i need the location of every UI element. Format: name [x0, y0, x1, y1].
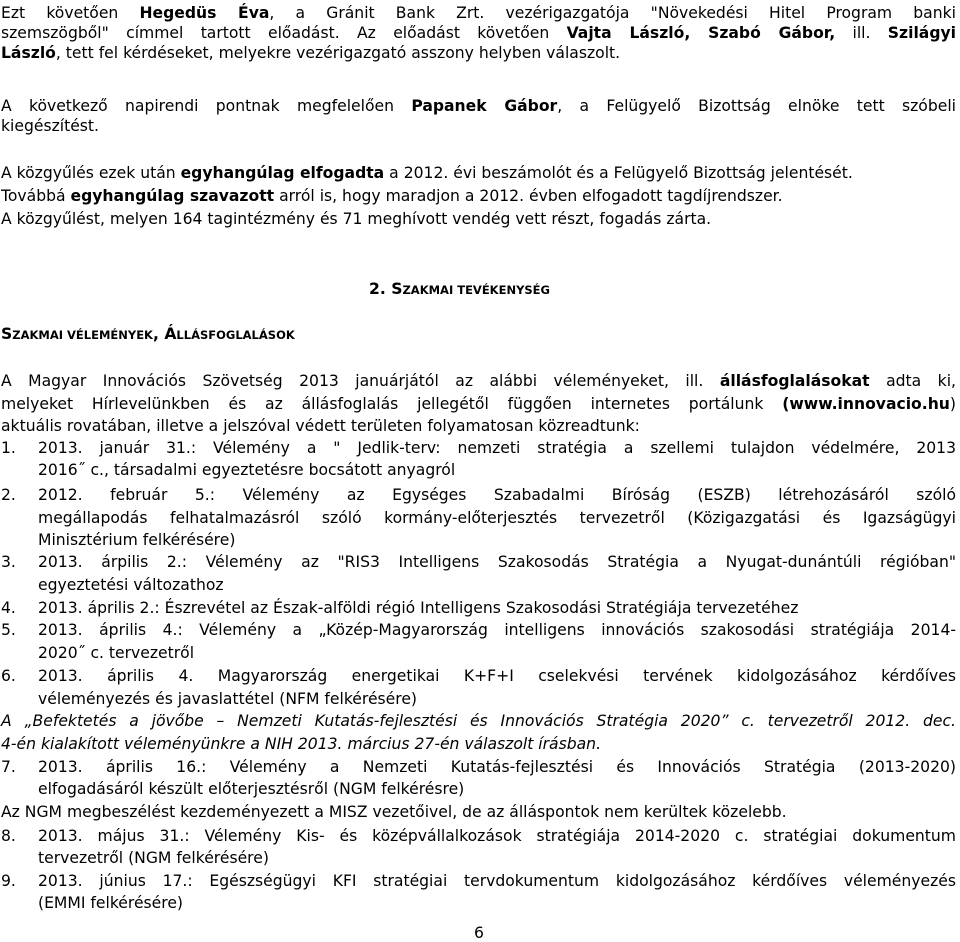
intro-line-5: kiegészítést.	[1, 117, 99, 135]
list-number: 9.	[1, 872, 16, 890]
para-line-2	[1, 394, 956, 414]
list-item-8-cont: tervezetről (NGM felkérésére)	[38, 849, 269, 867]
text-run: szemszögből" címmel tartott előadást. Az előadást követően	[1, 24, 567, 42]
person-name: László	[1, 44, 56, 62]
list-item-9-cont: (EMMI felkérésére)	[38, 894, 184, 912]
list-item-2-cont: Minisztérium felkérésére)	[38, 531, 236, 549]
text-run: A Magyar Innovációs Szövetség 2013 januárjától az alábbi véleményeket, ill.	[1, 372, 720, 390]
emphasis: egyhangúlag szavazott	[70, 187, 275, 205]
list-item-3	[1, 552, 956, 572]
ngm-note: Az NGM megbeszélést kezdeményezett a MISZ vezetőivel, de az álláspontok nem kerültek közelebb.	[1, 803, 787, 821]
heading-separator: ,	[152, 325, 165, 343]
italic-note-line-1: A „Befektetés a jövőbe – Nemzeti Kutatás-fejlesztési és Innovációs Stratégia 2020” c. tervezetről 2012. dec.	[1, 712, 956, 730]
list-item-5	[1, 620, 956, 640]
list-text: 2013. június 17.: Egészségügyi KFI stratégiai tervdokumentum kidolgozásához kérdőíves véleményezés	[38, 872, 956, 890]
list-text: 2013. április 2.: Észrevétel az Észak-alföldi régió Intelligens Szakosodási Stratégiája tervezetéhez	[38, 599, 799, 617]
intro-line-1	[1, 3, 956, 23]
para-line-1	[1, 371, 956, 391]
text-run: , a Gránit Bank Zrt. vezérigazgatója "Növekedési Hitel Program banki	[269, 4, 956, 22]
list-number: 7.	[1, 758, 16, 776]
text-run: , a Felügyelő Bizottság elnöke tett szóbeli	[557, 97, 957, 115]
text-run: a 2012. évi beszámolót és a Felügyelő Bizottság jelentését.	[384, 164, 853, 182]
list-number: 8.	[1, 827, 16, 845]
list-item-8	[1, 826, 956, 846]
text-run: ill.	[835, 24, 888, 42]
list-number: 2.	[1, 486, 16, 504]
list-text: 2013. április 4. Magyarország energetikai K+F+I cselekvési tervének kidolgozásához kérdőíves	[38, 667, 956, 685]
list-item-9	[1, 871, 956, 891]
list-item-2-cont: megállapodás felhatalmazásról szóló kormány-előterjesztés tervezetről (Közigazgatási és Igazságügyi	[38, 509, 956, 527]
list-text: 2013. január 31.: Vélemény a " Jedlik-terv: nemzeti stratégia a szellemi tulajdon védelmére, 2013	[38, 439, 956, 457]
list-item-6-cont: véleményezés és javaslattétel (NFM felkérésére)	[38, 690, 418, 708]
list-item-5-cont: 2020˝ c. tervezetről	[38, 644, 195, 662]
text-run: melyeket Hírlevelünkben és az állásfoglalás jellegétől függően internetes portálunk	[1, 395, 783, 413]
text-run: Ezt követően	[1, 4, 140, 22]
list-text: 2013. árpilis 2.: Vélemény az "RIS3 Intelligens Szakosodás Stratégia a Nyugat-dunántúli régióban"	[38, 553, 956, 571]
list-item-7-cont: elfogadásáról készült előterjesztésről (NGM felkérésre)	[38, 780, 465, 798]
text-run: )	[949, 395, 956, 413]
list-text: 2012. február 5.: Vélemény az Egységes Szabadalmi Bíróság (ESZB) létrehozásáról szóló	[38, 486, 956, 504]
intro-line-7	[1, 186, 783, 206]
intro-line-4	[1, 96, 956, 116]
emphasis: egyhangúlag elfogadta	[180, 164, 385, 182]
list-item-1	[1, 438, 956, 458]
text-run: Továbbá	[1, 187, 71, 205]
subsection-heading	[1, 324, 295, 345]
list-number: 4.	[1, 599, 16, 617]
section-number: 2.	[369, 280, 386, 298]
list-item-4	[1, 598, 956, 618]
list-number: 3.	[1, 553, 16, 571]
list-number: 5.	[1, 621, 16, 639]
heading-rest: ZAKMAI VÉLEMÉNYEK	[12, 328, 153, 342]
person-name: Papanek Gábor	[411, 97, 558, 115]
emphasis: állásfoglalásokat	[719, 372, 870, 390]
list-item-1-cont: 2016˝ c., társadalmi egyeztetésre bocsátott anyagról	[38, 461, 456, 479]
intro-line-6	[1, 163, 853, 183]
heading-cap: S	[1, 325, 13, 343]
text-run: A következő napirendi pontnak megfelelően	[1, 97, 412, 115]
intro-line-8: A közgyűlést, melyen 164 tagintézmény és 71 meghívott vendég vett részt, fogadás zárta.	[1, 210, 712, 228]
person-name: Vajta László, Szabó Gábor,	[566, 24, 836, 42]
person-name: Hegedüs Éva	[139, 4, 270, 22]
list-text: 2013. április 16.: Vélemény a Nemzeti Kutatás-fejlesztési és Innovációs Stratégia (2013-2020)	[38, 758, 956, 776]
heading-rest: ZAKMAI TEVÉKENYSÉG	[402, 283, 550, 297]
italic-note-line-2: 4-én kialakított véleményünkre a NIH 2013. március 27-én válaszolt írásban.	[1, 735, 602, 753]
intro-line-2	[1, 23, 956, 43]
website-url: (www.innovacio.hu	[782, 395, 950, 413]
text-run: arról is, hogy maradjon a 2012. évben elfogadott tagdíjrendszer.	[274, 187, 783, 205]
list-number: 1.	[1, 439, 16, 457]
text-run: adta ki,	[869, 372, 956, 390]
para-line-3: aktuális rovatában, illetve a jelszóval védett területen folyamatosan közreadtunk:	[1, 417, 640, 435]
list-number: 6.	[1, 667, 16, 685]
page-number: 6	[474, 924, 484, 942]
list-text: 2013. május 31.: Vélemény Kis- és középvállalkozások stratégiája 2014-2020 c. stratégiai dokumentum	[38, 827, 956, 845]
heading-cap: S	[391, 280, 403, 298]
heading-rest: LLÁSFOGLALÁSOK	[176, 328, 295, 342]
list-item-2	[1, 485, 956, 505]
text-run: A közgyűlés ezek után	[1, 164, 181, 182]
intro-line-3	[1, 43, 620, 63]
list-item-3-cont: egyeztetési változathoz	[38, 576, 224, 594]
heading-cap: Á	[164, 325, 177, 343]
section-heading	[369, 279, 550, 300]
person-name: Szilágyi	[887, 24, 956, 42]
list-item-7	[1, 757, 956, 777]
text-run: , tett fel kérdéseket, melyekre vezérigazgató asszony helyben válaszolt.	[55, 44, 621, 62]
list-item-6	[1, 666, 956, 686]
list-text: 2013. április 4.: Vélemény a „Közép-Magyarország intelligens innovációs szakosodási stratégiája 2014-	[38, 621, 956, 639]
